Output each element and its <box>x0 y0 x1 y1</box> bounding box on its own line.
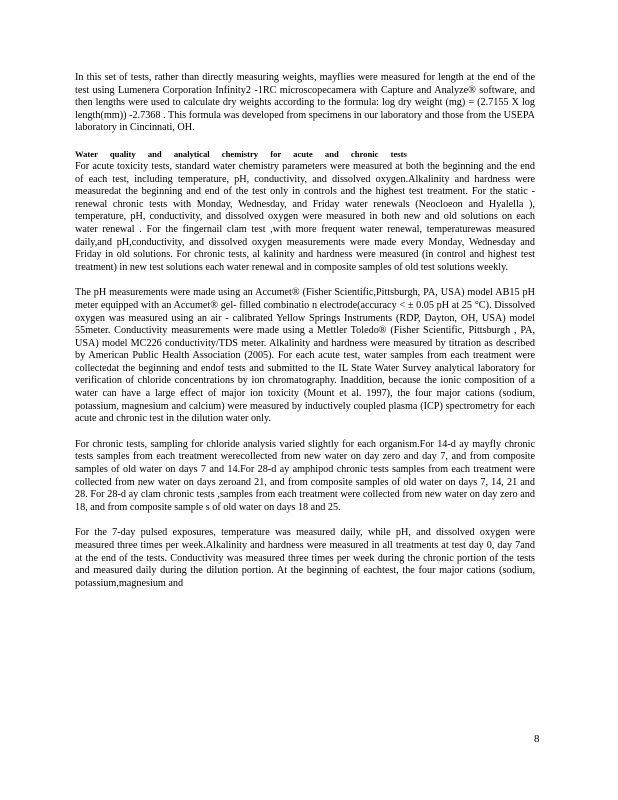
paragraph-gap <box>75 274 535 287</box>
page-number: 8 <box>534 733 540 745</box>
paragraph-gap <box>75 426 535 439</box>
paragraph-acute-chemistry: For acute toxicity tests, standard water chemistry parameters were measured at both the beginning and the end of each test, including temperature, pH, conductivity, and dissolved oxygen.Alkalinity and hardness were measuredat the beginning and end of the test only in controls and the highest test treatment. For the static -renewal chronic tests with Monday, Wednesday, and Friday water renewals (Neocloeon and Hyalella ), temperature, pH, conductivity, and dissolved oxygen were measured in both new and old solutions on each water renewal . For the fingernail clam test ,with more frequent water renewal, temperaturewas measured daily,and pH,conductivity, and dissolved oxygen measurements were made every Monday, Wednesday and Friday in old solutions. For chronic tests, al kalinity and hardness were measured (in control and highest test treatment) in new test solutions each water renewal and in composite samples of old test solutions weekly. <box>75 160 535 273</box>
paragraph-gap <box>75 514 535 527</box>
paragraph-ph-measurements: The pH measurements were made using an Accumet® (Fisher Scientific,Pittsburgh, PA, USA) model AB15 pH meter equipped with an Accumet® gel- filled combinatio n electrode(accuracy < ± 0.05 pH at 25 °C). Dissolved oxygen was measured using an air - calibrated Yellow Springs Instruments (RDP, Dayton, OH, USA) model 55meter. Conductivity measurements were made using a Mettler Toledo® (Fisher Scientific, Pittsburgh , PA, USA) model MC226 conductivity/TDS meter. Alkalinity and hardness were measured by titration as described by American Public Health Association (2005). For each acute test, water samples from each treatment were collectedat the beginning and endof tests and submitted to the IL State Water Survey analytical laboratory for verification of chloride concentrations by ion chromatography. Inaddition, because the ionic composition of a water can have a large effect of major ion toxicity (Mount et al. 1997), the four major cations (sodium, potassium, magnesium and calcium) were measured by inductively coupled plasma (ICP) spectrometry for each acute and chronic test in the dilution water only. <box>75 287 535 425</box>
paragraph-chronic-sampling: For chronic tests, sampling for chloride analysis varied slightly for each organism.For 14-d ay mayfly chronic tests samples from each treatment werecollected from new water on day zero and day 7, and from composite samples of old water on days 7 and 14.For 28-d ay amphipod chronic tests samples from each treatment were collected from new water on days zeroand 21, and from composite samples of old water on days 7, 14, 21 and 28. For 28-d ay clam chronic tests ,samples from each treatment were collected from new water on day zero and 18, and from composite sample s of old water on days 18 and 25. <box>75 438 535 513</box>
document-page <box>75 72 535 590</box>
paragraph-mayfly-length: In this set of tests, rather than directly measuring weights, mayflies were measured for length at the end of the test using Lumenera Corporation Infinity2 -1RC microscopecamera with Capture and Analyze® software, and then lengths were used to calculate dry weights according to the formula: log dry weight (mg) = (2.7155 X log length(mm)) -2.7368 . This formula was developed from specimens in our laboratory and those from the USEPA laboratory in Cincinnati, OH. <box>75 72 535 134</box>
section-heading: Water quality and analytical chemistry for acute and chronic tests <box>75 148 407 159</box>
paragraph-gap <box>75 135 535 148</box>
paragraph-pulsed-exposures: For the 7-day pulsed exposures, temperature was measured daily, while pH, and dissolved oxygen were measured three times per week.Alkalinity and hardness were measured in all treatments at test day 0, day 7and at the end of the tests. Conductivity was measured three times per week during the chronic portion of the tests and measured daily during the dilution portion. At the beginning of eachtest, the four major cations (sodium, potassium,magnesium and <box>75 527 535 589</box>
